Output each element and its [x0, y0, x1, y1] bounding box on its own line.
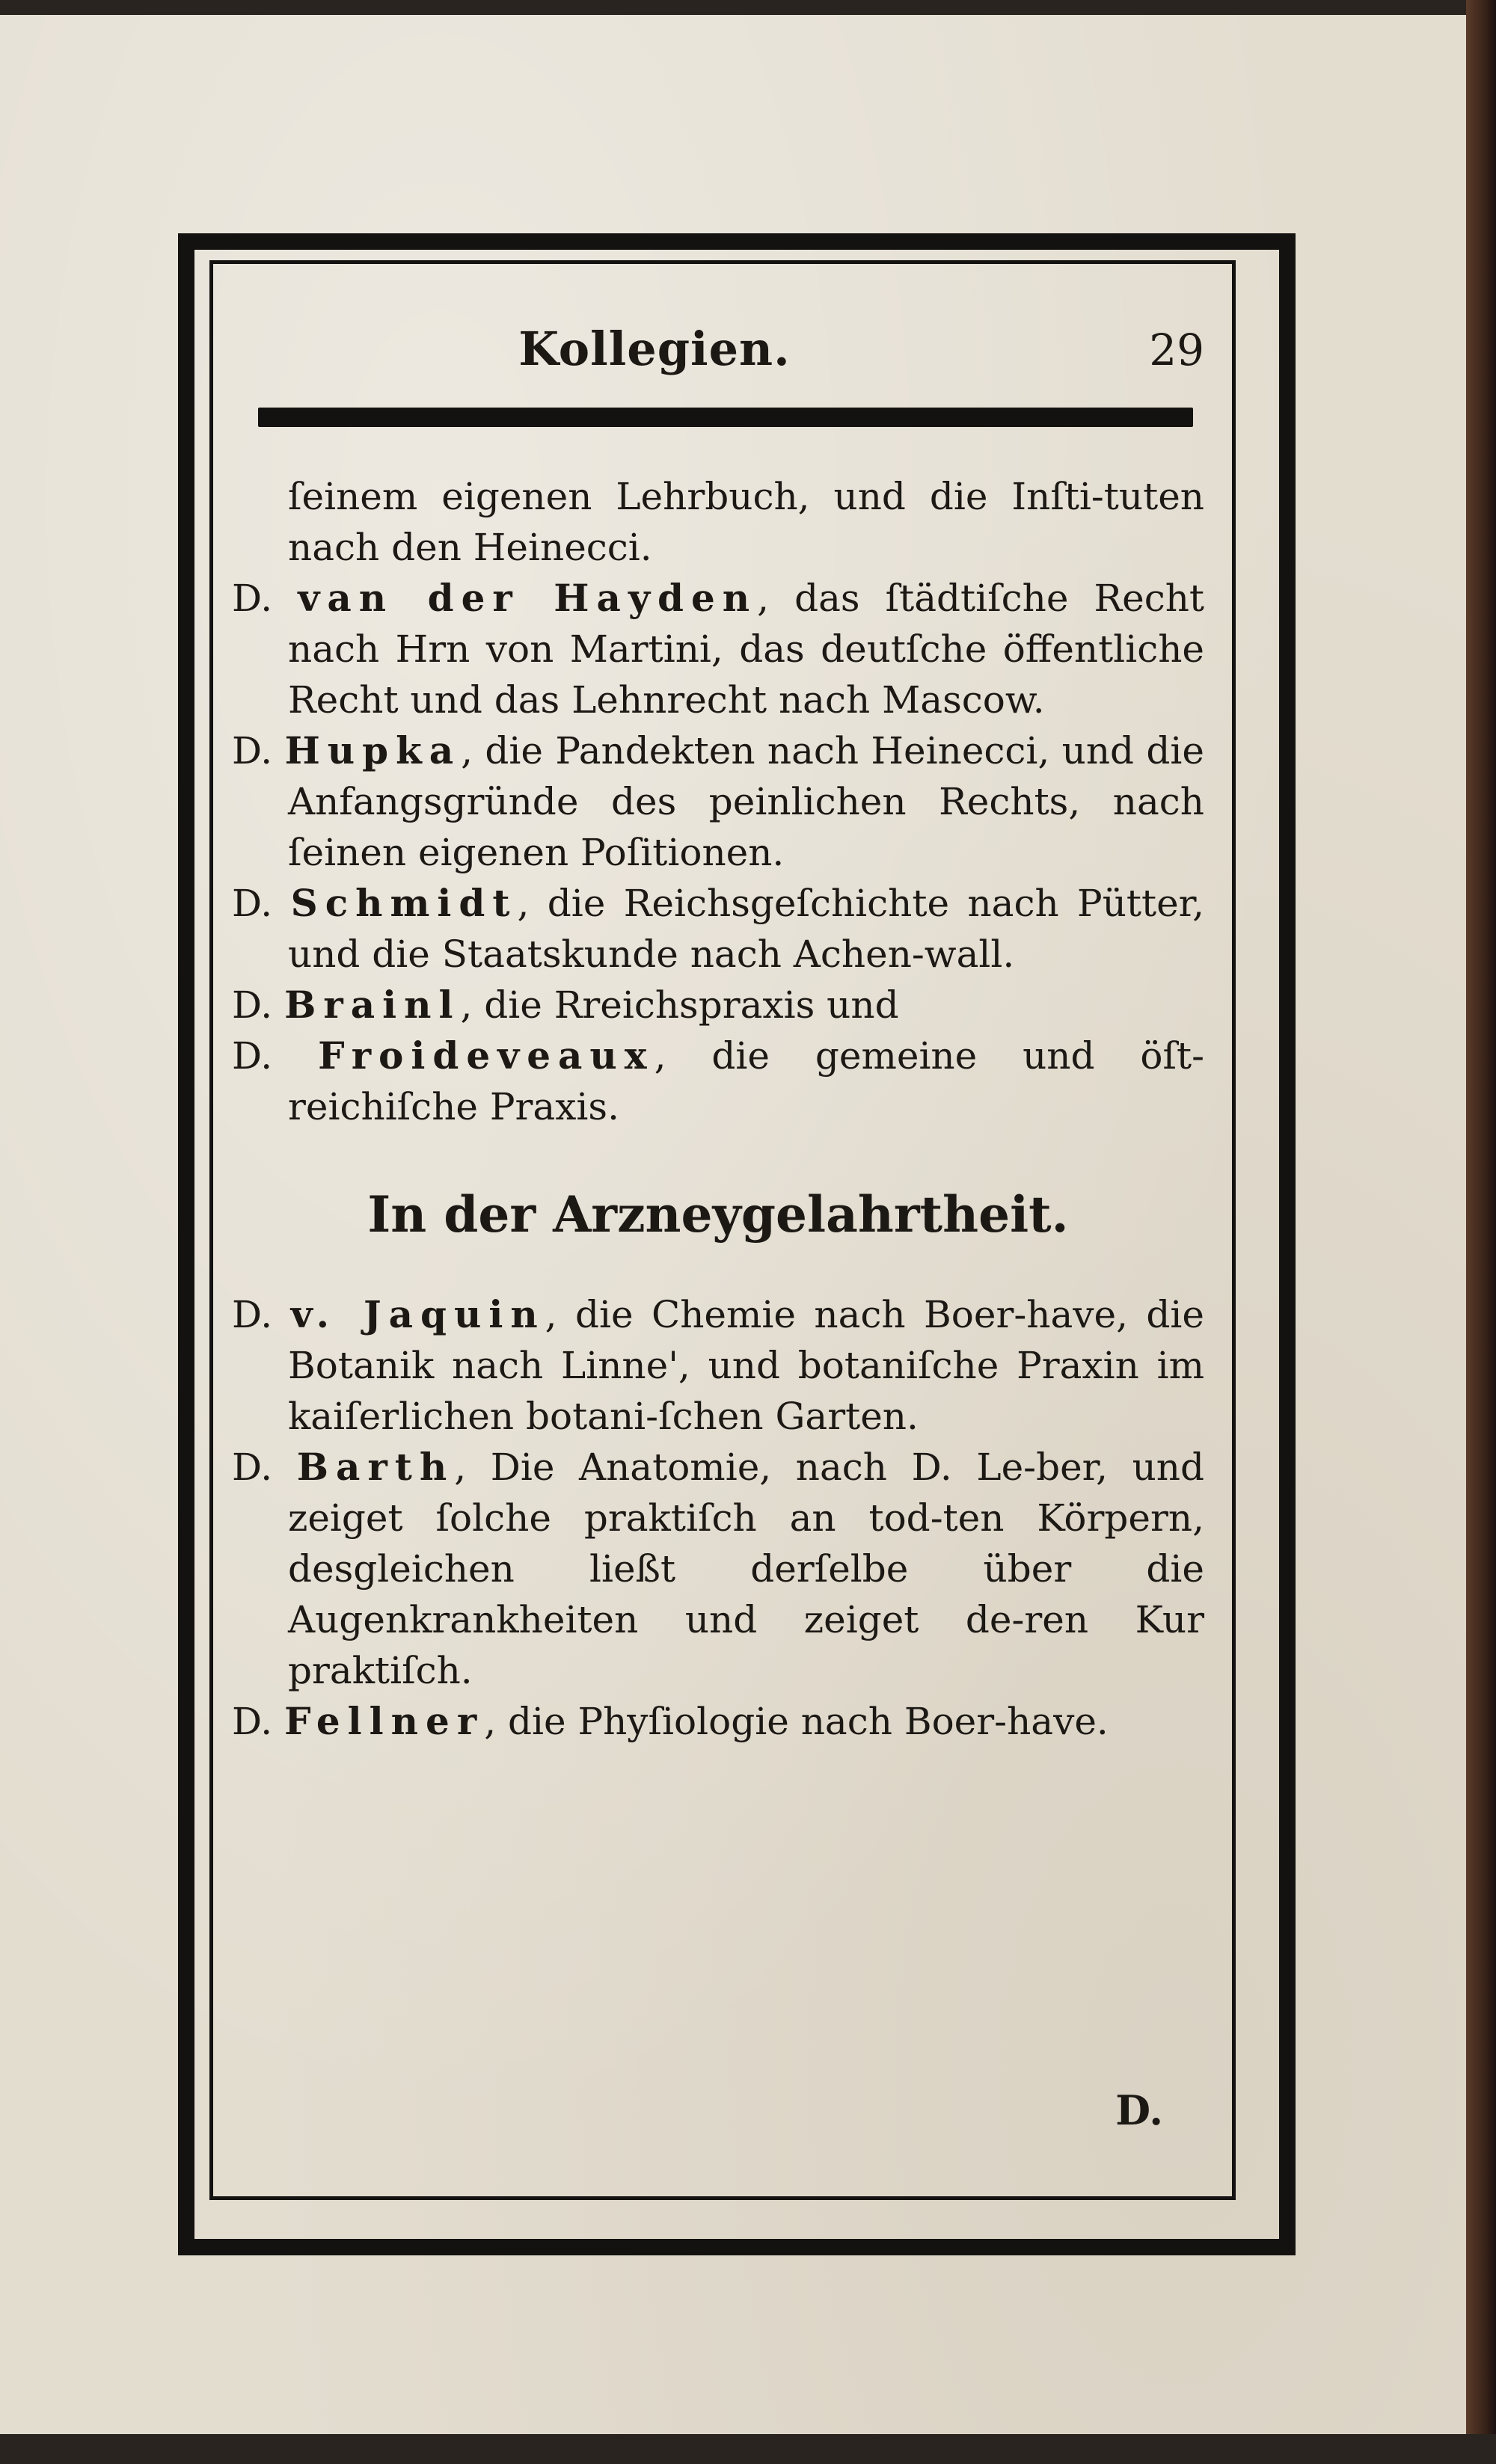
- list-item: [232, 725, 1204, 878]
- entry-text: ſeinem eigenen Lehrbuch, und die Inſti-tuten nach den Heinecci.: [288, 475, 1204, 569]
- entry-text: , die gemeine und öſt-reichiſche Praxis.: [288, 1034, 1204, 1128]
- list-item: [232, 1696, 1204, 1747]
- entry-text: , die Rreichspraxis und: [460, 983, 899, 1027]
- header-rule: [258, 408, 1193, 427]
- list-item: [232, 471, 1204, 573]
- scan-top-border: [0, 0, 1496, 16]
- professor-name: van der Hayden: [298, 576, 758, 620]
- entry-prefix: D.: [232, 1293, 273, 1336]
- entry-prefix: D.: [232, 983, 273, 1027]
- book-edge: [1466, 0, 1496, 2464]
- scan-bottom-border: [0, 2434, 1496, 2464]
- list-item: [232, 1289, 1204, 1442]
- professor-name: Barth: [296, 1445, 455, 1489]
- professor-name: Hupka: [284, 728, 462, 772]
- list-item: [232, 1030, 1204, 1132]
- lecture-list: [232, 471, 1204, 1747]
- list-item: [232, 573, 1204, 725]
- professor-name: Brainl: [284, 983, 461, 1027]
- entry-text: , Die Anatomie, nach D. Le-ber, und zeiget ſolche praktiſch an tod-ten Körpern, desgleichen ließt derſelbe über die Augenkrankheiten und zeiget de-ren Kur praktiſch.: [288, 1445, 1204, 1692]
- entry-text: , das ſtädtiſche Recht nach Hrn von Martini, das deutſche öffentliche Recht und das Lehnrecht nach Mascow.: [288, 577, 1204, 722]
- list-item: [232, 878, 1204, 980]
- entry-text: , die Phyſiologie nach Boer-have.: [484, 1700, 1109, 1743]
- professor-name: Froideveaux: [318, 1033, 654, 1078]
- list-item: [232, 980, 1204, 1030]
- page-header: [232, 299, 1204, 389]
- entry-text: , die Pandekten nach Heinecci, und die Anfangsgründe des peinlichen Rechts, nach ſeinen eigenen Poſitionen.: [288, 729, 1204, 874]
- catchword: D.: [1115, 2086, 1163, 2134]
- entry-prefix: D.: [232, 1034, 273, 1078]
- running-head: Kollegien.: [518, 322, 791, 376]
- entry-text: , die Chemie nach Boer-have, die Botanik nach Linne', und botaniſche Praxin im kaiſerlichen botani-ſchen Garten.: [288, 1293, 1204, 1438]
- entry-prefix: D.: [232, 1445, 273, 1489]
- professor-name: Schmidt: [290, 881, 518, 925]
- entry-prefix: D.: [232, 1700, 273, 1743]
- entry-prefix: D.: [232, 882, 273, 925]
- entry-prefix: D.: [232, 577, 273, 620]
- entry-text: , die Reichsgeſchichte nach Pütter, und die Staatskunde nach Achen-wall.: [288, 882, 1204, 976]
- page-content: [232, 299, 1204, 2134]
- entry-prefix: D.: [232, 729, 273, 772]
- professor-name: v. Jaquin: [290, 1292, 545, 1336]
- page-number: 29: [1149, 325, 1204, 375]
- section-heading: In der Arzneygelahrtheit.: [367, 1185, 1069, 1244]
- list-item: [232, 1442, 1204, 1696]
- professor-name: Fellner: [284, 1699, 485, 1743]
